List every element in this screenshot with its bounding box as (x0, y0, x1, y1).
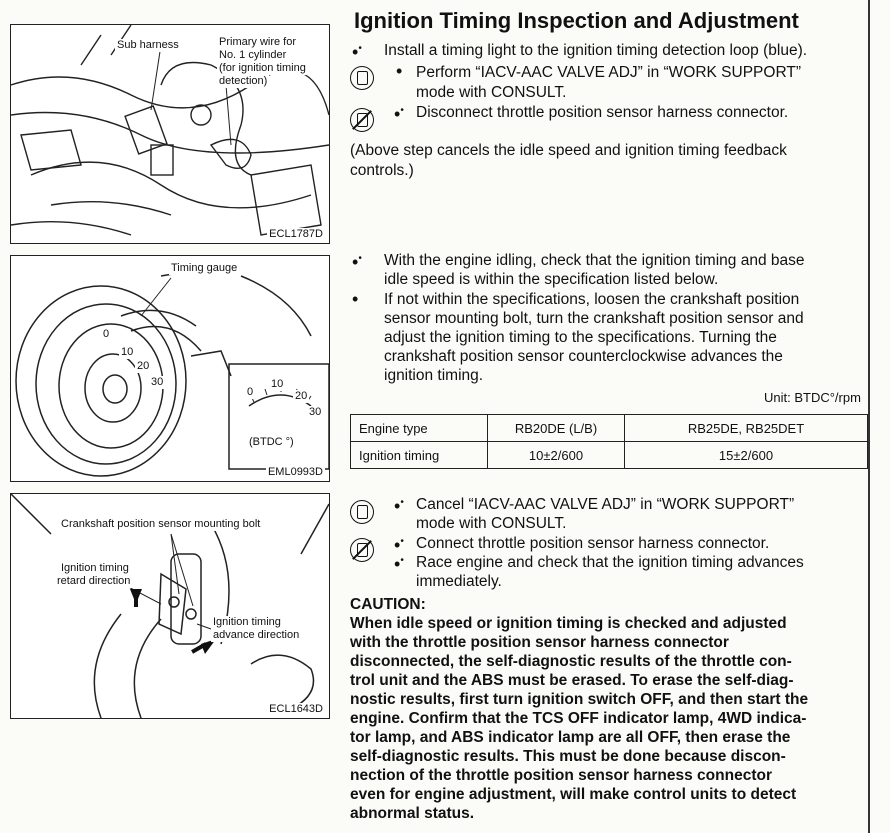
block2-line2: idle speed is within the specification listed below. (384, 271, 719, 288)
spec-table (350, 414, 868, 469)
caution-line: nection of the throttle position sensor harness connector (350, 767, 772, 784)
bullet-icon: • (396, 61, 403, 81)
table-header-cell: RB20DE (L/B) (488, 415, 625, 442)
no-consult-icon (350, 108, 374, 132)
caution-line: engine. Confirm that the TCS OFF indicator lamp, 4WD indica- (350, 710, 807, 727)
table-cell: 15±2/600 (625, 442, 868, 469)
block3-line4: Race engine and check that the ignition timing advances (416, 554, 804, 571)
consult-icon (350, 500, 374, 524)
gauge-20: 20 (295, 390, 308, 402)
caution-line: self-diagnostic results. This must be done because discon- (350, 748, 786, 765)
block1-line1: Install a timing light to the ignition timing detection loop (blue). (384, 42, 808, 59)
bullet-icon: •• (394, 104, 404, 124)
block2-line1: With the engine idling, check that the ignition timing and base (384, 252, 805, 269)
caution-line: When idle speed or ignition timing is checked and adjusted (350, 615, 787, 632)
block3-line1: Cancel “IACV-AAC VALVE ADJ” in “WORK SUPPORT” (416, 496, 795, 513)
bullet-icon: •• (352, 42, 362, 62)
block3-line3: Connect throttle position sensor harness connector. (416, 535, 770, 552)
block2-line5: adjust the ignition timing to the specifications. Turning the (384, 329, 777, 346)
block3-line5: immediately. (416, 573, 502, 590)
gauge-30: 30 (309, 406, 322, 418)
table-header-cell: Engine type (351, 415, 488, 442)
label-sub-harness: Sub harness (117, 39, 179, 51)
block2-line6: crankshaft position sensor counterclockwise advances the (384, 348, 783, 365)
caution-line: tor lamp, and ABS indicator lamp are all OFF, then erase the (350, 729, 791, 746)
tick-0: 0 (103, 328, 110, 340)
table-cell: Ignition timing (351, 442, 488, 469)
bullet-icon: •• (352, 252, 362, 272)
label-primary-wire-3: (for ignition timing (219, 62, 306, 74)
bullet-icon: •• (394, 554, 404, 574)
table-header-cell: RB25DE, RB25DET (625, 415, 868, 442)
gauge-0: 0 (247, 386, 254, 398)
table-cell: 10±2/600 (488, 442, 625, 469)
tick-30: 30 (151, 376, 164, 388)
block1-line2: Perform “IACV-AAC VALVE ADJ” in “WORK SUPPORT” (416, 64, 801, 81)
bullet-icon: • (352, 289, 359, 309)
figure-timing-gauge (10, 255, 330, 482)
figure-sub-harness (10, 24, 330, 244)
label-primary-wire-1: Primary wire for (219, 36, 297, 48)
bullet-icon: •• (394, 535, 404, 555)
label-retard-1: Ignition timing (61, 562, 129, 574)
table-row (351, 442, 868, 469)
label-retard-2: retard direction (57, 575, 131, 587)
label-timing-gauge: Timing gauge (171, 262, 238, 274)
caution-heading: CAUTION: (350, 596, 426, 613)
unit-label: Unit: BTDC°/rpm (764, 390, 861, 405)
page-edge-divider (868, 0, 870, 833)
caution-line: disconnected, the self-diagnostic results of the throttle con- (350, 653, 792, 670)
block1-line5: (Above step cancels the idle speed and ignition timing feedback (350, 142, 787, 159)
figure-crankshaft-sensor (10, 493, 330, 719)
page-title: Ignition Timing Inspection and Adjustment (354, 8, 799, 33)
figure-code: ECL1787D (269, 228, 323, 240)
caution-line: abnormal status. (350, 805, 475, 822)
consult-icon (350, 66, 374, 90)
table-row (351, 415, 868, 442)
gauge-unit: (BTDC °) (249, 436, 294, 448)
caution-line: with the throttle position sensor harness connector (350, 634, 729, 651)
tick-10: 10 (121, 346, 134, 358)
label-primary-wire-2: No. 1 cylinder (219, 49, 287, 61)
block2-line4: sensor mounting bolt, turn the crankshaft position sensor and (384, 310, 804, 327)
label-advance-1: Ignition timing (213, 616, 281, 628)
block2-line7: ignition timing. (384, 367, 484, 384)
figure-code: EML0993D (267, 466, 323, 478)
label-mounting-bolt: Crankshaft position sensor mounting bolt (61, 518, 261, 530)
block1-line3: mode with CONSULT. (416, 84, 567, 101)
label-primary-wire-4: detection) (219, 75, 268, 87)
tick-20: 20 (137, 360, 150, 372)
block1-line6: controls.) (350, 162, 414, 179)
bullet-icon: •• (394, 496, 404, 516)
label-advance-2: advance direction (213, 629, 300, 641)
caution-line: even for engine adjustment, will make control units to detect (350, 786, 797, 803)
block2-line3: If not within the specifications, loosen the crankshaft position (384, 291, 800, 308)
block3-line2: mode with CONSULT. (416, 515, 567, 532)
block1-line4: Disconnect throttle position sensor harness connector. (416, 104, 789, 121)
no-consult-icon (350, 538, 374, 562)
figure-code: ECL1643D (269, 703, 323, 715)
caution-line: nostic results, first turn ignition switch OFF, and then start the (350, 691, 809, 708)
gauge-10: 10 (271, 378, 284, 390)
caution-line: trol unit and the ABS must be erased. To erase the self-diag- (350, 672, 794, 689)
